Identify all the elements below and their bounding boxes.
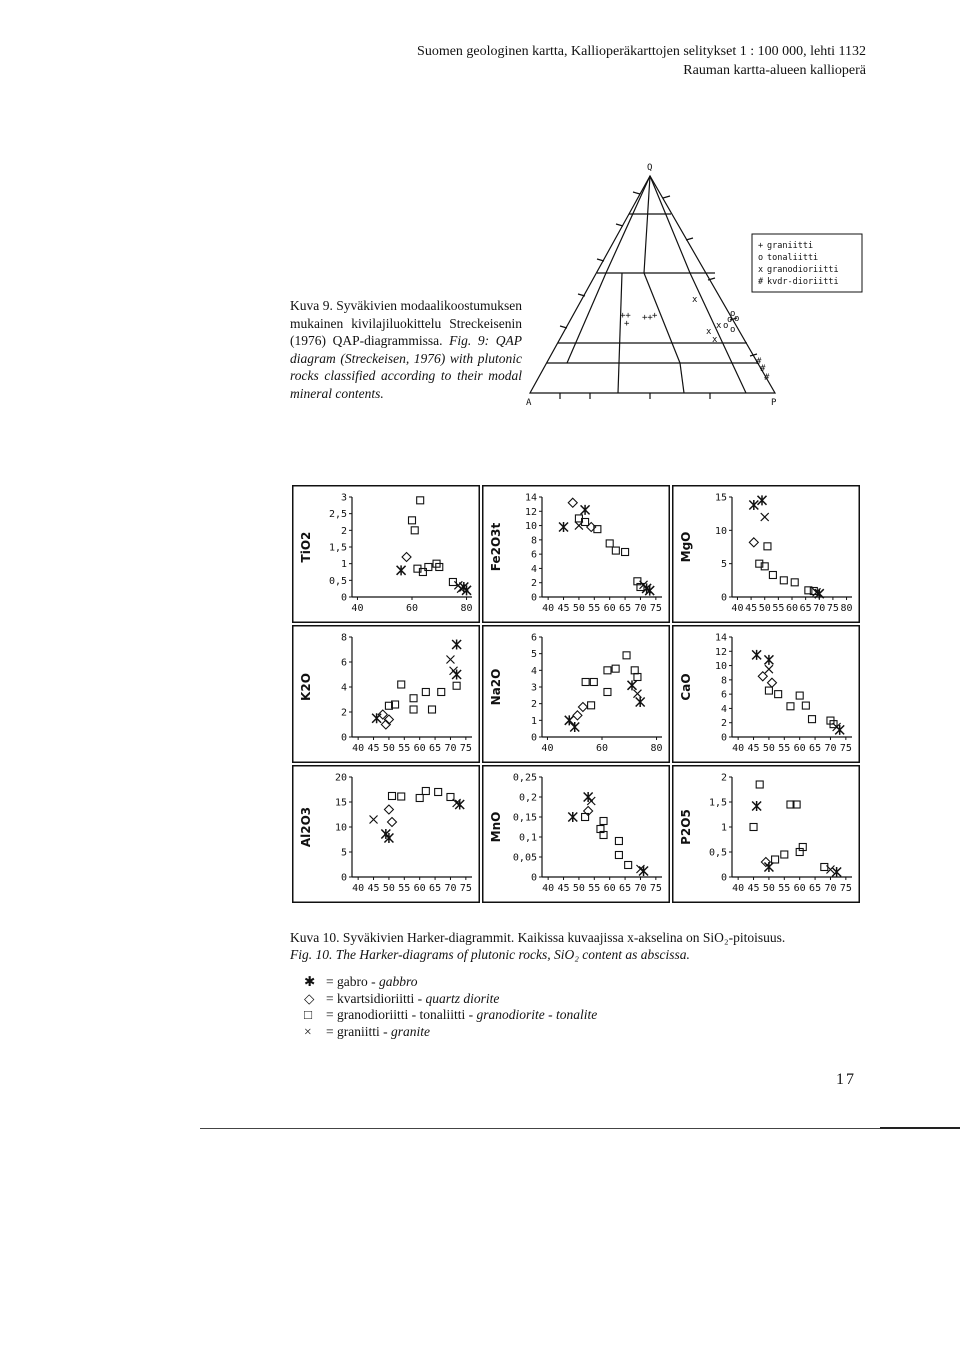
- square-marker: [615, 838, 622, 845]
- y-tick-label: 12: [524, 506, 537, 518]
- square-marker: [615, 852, 622, 859]
- square-marker: [625, 862, 632, 869]
- square-marker: [604, 667, 611, 674]
- svg-text:x: x: [716, 321, 722, 331]
- y-tick-label: 14: [714, 632, 727, 644]
- square-marker: [409, 517, 416, 524]
- x-tick-label: 50: [762, 743, 775, 754]
- square-marker: [422, 689, 429, 696]
- y-tick-label: 6: [720, 689, 727, 701]
- square-marker: [398, 793, 405, 800]
- x-tick-label: 75: [826, 603, 839, 614]
- x-tick-label: 75: [459, 883, 472, 894]
- star-icon: ✱: [304, 974, 316, 989]
- legend-row-gabbro: ✱ = gabro - gabbro: [304, 974, 418, 989]
- legend-en: granodiorite - tonalite: [476, 1007, 598, 1022]
- star-marker: [758, 495, 767, 505]
- square-marker: [756, 781, 763, 788]
- harker-chart: [482, 765, 670, 903]
- square-marker: [623, 652, 630, 659]
- page-number: 17: [836, 1071, 856, 1088]
- legend-fi: graniitti: [337, 1023, 380, 1039]
- x-tick-label: 75: [459, 743, 472, 754]
- x-tick-label: 65: [429, 883, 442, 894]
- x-tick-label: 60: [405, 603, 419, 614]
- cross-marker: [765, 665, 773, 673]
- star-marker: [570, 722, 579, 732]
- square-marker: [422, 788, 429, 795]
- y-axis-label: Na2O: [489, 668, 503, 706]
- svg-text:#: #: [760, 364, 766, 374]
- diamond-marker: [388, 818, 397, 827]
- legend-fi: granodioriitti - tonaliitti: [337, 1007, 466, 1022]
- harker-panel-k2o: [292, 625, 480, 763]
- harker-chart: [292, 625, 480, 763]
- y-tick-label: 0: [530, 592, 537, 604]
- star-marker: [372, 713, 381, 723]
- y-tick-label: 1: [530, 715, 537, 727]
- vertex-q: Q: [647, 163, 653, 173]
- legend-row-quartz-diorite: ◇ = kvartsidioriitti - quartz diorite: [304, 990, 500, 1006]
- x-tick-label: 70: [444, 883, 457, 894]
- star-marker: [749, 500, 758, 510]
- harker-panel-mgo: [672, 485, 860, 623]
- svg-text:#: #: [764, 373, 770, 383]
- qap-legend-symbol: +: [758, 241, 764, 251]
- harker-panel-cao: [672, 625, 860, 763]
- star-marker: [752, 650, 761, 660]
- qap-legend: [752, 234, 862, 292]
- svg-text:o: o: [734, 314, 740, 324]
- square-marker: [791, 579, 798, 586]
- svg-text:x: x: [692, 295, 698, 305]
- x-tick-label: 80: [650, 743, 663, 754]
- y-tick-label: 5: [340, 847, 347, 859]
- y-axis-label: Fe2O3t: [489, 522, 503, 572]
- y-tick-label: 10: [714, 525, 727, 537]
- x-tick-label: 60: [413, 883, 426, 894]
- x-tick-label: 45: [557, 883, 570, 894]
- x-tick-label: 55: [398, 743, 411, 754]
- x-tick-label: 70: [634, 603, 647, 614]
- square-marker: [772, 856, 779, 863]
- x-tick-label: 45: [367, 883, 380, 894]
- harker-chart: [292, 485, 480, 623]
- x-tick-label: 40: [541, 743, 554, 754]
- y-tick-label: 15: [334, 797, 347, 809]
- x-tick-label: 45: [367, 743, 380, 754]
- qap-triangle: [530, 176, 775, 393]
- y-tick-label: 1,5: [708, 797, 727, 809]
- x-tick-label: 45: [745, 603, 758, 614]
- square-marker: [453, 682, 460, 689]
- square-marker: [787, 703, 794, 710]
- square-marker: [769, 572, 776, 579]
- y-tick-label: 1: [340, 559, 347, 571]
- diamond-marker: [402, 553, 411, 562]
- legend-row-granodiorite: □ = granodioriitti - tonaliitti - granodiorite - tonalite: [304, 1007, 598, 1022]
- x-tick-label: 60: [603, 883, 616, 894]
- square-marker: [429, 706, 436, 713]
- x-tick-label: 40: [732, 743, 745, 754]
- y-tick-label: 4: [530, 563, 537, 575]
- star-marker: [581, 505, 590, 515]
- square-marker: [389, 793, 396, 800]
- diamond-marker: [768, 678, 777, 687]
- star-marker: [628, 680, 637, 690]
- running-header: [417, 42, 866, 80]
- legend-en: quartz diorite: [425, 990, 500, 1006]
- svg-text:++: ++: [642, 313, 653, 323]
- square-icon: □: [304, 1007, 313, 1022]
- y-tick-label: 0,15: [512, 812, 537, 824]
- y-tick-label: 0: [340, 592, 347, 604]
- y-tick-label: 15: [714, 492, 727, 504]
- square-marker: [802, 702, 809, 709]
- y-tick-label: 5: [720, 559, 727, 571]
- legend-fi: gabro: [337, 974, 368, 989]
- star-marker: [397, 565, 406, 575]
- square-marker: [588, 702, 595, 709]
- x-tick-label: 55: [588, 603, 601, 614]
- star-marker: [764, 655, 773, 665]
- square-marker: [612, 547, 619, 554]
- harker-panel-p2o5: [672, 765, 860, 903]
- diamond-marker: [749, 538, 758, 547]
- footer-rule-thick: [880, 1127, 960, 1129]
- y-tick-label: 0: [530, 872, 537, 884]
- square-marker: [612, 665, 619, 672]
- y-tick-label: 6: [530, 632, 537, 644]
- cross-marker: [761, 513, 769, 521]
- x-tick-label: 75: [839, 743, 852, 754]
- x-tick-label: 60: [793, 883, 806, 894]
- square-marker: [796, 692, 803, 699]
- diamond-marker: [578, 703, 587, 712]
- x-tick-label: 65: [429, 743, 442, 754]
- x-tick-label: 40: [731, 603, 744, 614]
- diamond-marker: [573, 711, 582, 720]
- svg-text:o: o: [730, 309, 736, 319]
- y-tick-label: 0,1: [518, 832, 537, 844]
- square-marker: [600, 818, 607, 825]
- svg-text:+: +: [624, 319, 630, 329]
- x-tick-label: 40: [352, 883, 365, 894]
- x-tick-label: 70: [444, 743, 457, 754]
- diamond-marker: [384, 805, 393, 814]
- square-marker: [781, 851, 788, 858]
- vertex-a: A: [526, 398, 532, 408]
- harker-panel-tio2: [292, 485, 480, 623]
- x-tick-label: 75: [649, 883, 662, 894]
- y-tick-label: 10: [524, 521, 537, 533]
- square-marker: [590, 679, 597, 686]
- figure-9-caption-en: Fig. 9: QAP diagram (Streckeisen, 1976) with plutonic rocks classified according to their modal mineral contents.: [290, 333, 522, 401]
- legend-en: gabbro: [379, 974, 418, 989]
- y-tick-label: 14: [524, 492, 537, 504]
- header-line-2: Rauman kartta-alueen kallioperä: [683, 63, 866, 78]
- y-tick-label: 2,5: [328, 509, 347, 521]
- harker-chart: [672, 765, 860, 903]
- x-tick-label: 40: [351, 603, 364, 614]
- y-tick-label: 4: [340, 682, 347, 694]
- y-tick-label: 8: [340, 632, 347, 644]
- y-tick-label: 1,5: [328, 542, 347, 554]
- square-marker: [438, 689, 445, 696]
- x-tick-label: 65: [809, 743, 822, 754]
- star-marker: [455, 800, 464, 810]
- x-tick-label: 55: [778, 883, 791, 894]
- svg-text:x: x: [712, 335, 718, 345]
- square-marker: [582, 679, 589, 686]
- y-tick-label: 6: [340, 657, 347, 669]
- qap-legend-label: granodioriitti: [767, 265, 839, 275]
- square-marker: [416, 795, 423, 802]
- y-tick-label: 0,5: [328, 575, 347, 587]
- x-tick-label: 50: [382, 743, 395, 754]
- harker-chart: [292, 765, 480, 903]
- cross-marker: [633, 690, 641, 698]
- svg-text:#: #: [756, 357, 762, 367]
- x-tick-label: 65: [619, 883, 632, 894]
- x-tick-label: 50: [572, 883, 585, 894]
- x-tick-label: 70: [634, 883, 647, 894]
- header-line-1: Suomen geologinen kartta, Kallioperäkarttojen selitykset 1 : 100 000, lehti 1132: [417, 44, 866, 59]
- y-tick-label: 20: [334, 772, 347, 784]
- x-tick-label: 60: [595, 743, 609, 754]
- x-tick-label: 65: [809, 883, 822, 894]
- x-tick-label: 75: [649, 603, 662, 614]
- x-tick-label: 45: [747, 883, 760, 894]
- square-marker: [821, 864, 828, 871]
- harker-panel-fe2o3t: [482, 485, 670, 623]
- x-tick-label: 40: [542, 883, 555, 894]
- y-tick-label: 0,2: [518, 792, 537, 804]
- star-marker: [452, 640, 461, 650]
- x-tick-label: 80: [840, 603, 853, 614]
- star-marker: [452, 670, 461, 680]
- y-tick-label: 0,25: [512, 772, 537, 784]
- y-tick-label: 1: [720, 822, 727, 834]
- qap-points: [620, 295, 770, 383]
- qap-legend-symbol: o: [758, 253, 764, 263]
- diamond-marker: [758, 672, 767, 681]
- square-marker: [435, 789, 442, 796]
- y-tick-label: 2: [340, 707, 347, 719]
- diamond-marker: [568, 498, 577, 507]
- footer-rule: [200, 1128, 958, 1129]
- square-marker: [634, 674, 641, 681]
- y-tick-label: 0,05: [512, 852, 537, 864]
- figure-9-caption: [290, 297, 522, 402]
- y-tick-label: 2: [530, 578, 537, 590]
- square-marker: [410, 706, 417, 713]
- x-tick-label: 50: [758, 603, 771, 614]
- y-tick-label: 5: [530, 649, 537, 661]
- harker-chart: [482, 485, 670, 623]
- star-marker: [568, 812, 577, 822]
- y-axis-label: K2O: [299, 673, 313, 701]
- x-tick-label: 80: [460, 603, 473, 614]
- y-tick-label: 0: [340, 872, 347, 884]
- x-tick-label: 60: [793, 743, 806, 754]
- square-marker: [604, 689, 611, 696]
- x-tick-label: 60: [603, 603, 616, 614]
- qap-legend-label: tonaliitti: [767, 253, 819, 263]
- star-marker: [559, 522, 568, 532]
- svg-text:o: o: [723, 321, 729, 331]
- x-tick-label: 60: [785, 603, 799, 614]
- harker-panel-mno: [482, 765, 670, 903]
- legend-en: granite: [391, 1023, 430, 1039]
- figure-9-caption-fi: Kuva 9. Syväkivien modaalikoostumuksen mukainen kivilajiluokittelu Streckeisenin (1976) QAP-diagrammissa.: [290, 298, 522, 348]
- square-marker: [622, 549, 629, 556]
- y-tick-label: 10: [334, 822, 347, 834]
- qap-legend-symbol: x: [758, 265, 764, 275]
- figure-10-legend: [304, 974, 597, 1040]
- square-marker: [764, 543, 771, 550]
- harker-panel-al2o3: [292, 765, 480, 903]
- star-marker: [636, 697, 645, 707]
- square-marker: [606, 540, 613, 547]
- harker-chart: [672, 485, 860, 623]
- y-tick-label: 8: [530, 535, 537, 547]
- y-tick-label: 2: [720, 772, 727, 784]
- square-marker: [775, 691, 782, 698]
- star-marker: [752, 801, 761, 811]
- x-tick-label: 40: [732, 883, 745, 894]
- legend-fi: kvartsidioriitti: [337, 990, 415, 1006]
- square-marker: [809, 716, 816, 723]
- svg-text:+: +: [652, 311, 658, 321]
- square-marker: [398, 681, 405, 688]
- x-tick-label: 65: [619, 603, 632, 614]
- x-tick-label: 60: [413, 743, 426, 754]
- y-axis-label: TiO2: [299, 531, 313, 563]
- vertex-p: P: [771, 398, 777, 408]
- x-tick-label: 55: [588, 883, 601, 894]
- y-tick-label: 12: [714, 646, 727, 658]
- qap-legend-label: kvdr-dioriitti: [767, 277, 839, 287]
- cross-marker: [370, 816, 378, 824]
- figure-10-caption-fi: Kuva 10. Syväkivien Harker-diagrammit. Kaikissa kuvaajissa x-akselina on SiO₂-pitoisuus.: [290, 930, 786, 945]
- square-marker: [750, 824, 757, 831]
- y-axis-label: MgO: [679, 531, 693, 563]
- star-marker: [639, 866, 648, 876]
- y-axis-label: P2O5: [679, 809, 693, 845]
- star-marker: [815, 589, 824, 599]
- y-tick-label: 0: [340, 732, 347, 744]
- y-tick-label: 8: [720, 675, 727, 687]
- y-tick-label: 0: [720, 872, 727, 884]
- square-marker: [631, 667, 638, 674]
- x-tick-label: 55: [772, 603, 785, 614]
- y-axis-label: CaO: [679, 673, 693, 701]
- y-axis-label: MnO: [489, 811, 503, 843]
- y-tick-label: 2: [720, 718, 727, 730]
- harker-panel-na2o: [482, 625, 670, 763]
- square-marker: [765, 687, 772, 694]
- harker-chart: [482, 625, 670, 763]
- x-tick-label: 65: [799, 603, 812, 614]
- svg-text:o: o: [730, 325, 736, 335]
- square-marker: [411, 527, 418, 534]
- y-tick-label: 3: [530, 682, 537, 694]
- y-tick-label: 6: [530, 549, 537, 561]
- y-tick-label: 0,5: [708, 847, 727, 859]
- qap-diagram: [520, 158, 865, 408]
- x-tick-label: 40: [542, 603, 555, 614]
- harker-chart: [672, 625, 860, 763]
- y-tick-label: 3: [340, 492, 347, 504]
- y-tick-label: 0: [720, 592, 727, 604]
- x-tick-label: 45: [747, 743, 760, 754]
- y-tick-label: 4: [720, 703, 727, 715]
- diamond-icon: ◇: [304, 990, 315, 1006]
- x-tick-label: 70: [824, 743, 837, 754]
- x-tick-label: 40: [352, 743, 365, 754]
- y-axis-label: Al2O3: [299, 806, 313, 848]
- svg-text:x: x: [706, 327, 712, 337]
- x-tick-label: 50: [572, 603, 585, 614]
- x-tick-label: 50: [762, 883, 775, 894]
- qap-legend-symbol: #: [758, 277, 764, 287]
- svg-text:o: o: [727, 315, 733, 325]
- square-marker: [410, 695, 417, 702]
- qap-legend-label: graniitti: [767, 241, 814, 251]
- x-tick-label: 50: [382, 883, 395, 894]
- legend-row-granite: × = graniitti - granite: [304, 1023, 430, 1039]
- cross-icon: ×: [304, 1023, 312, 1039]
- x-tick-label: 55: [778, 743, 791, 754]
- figure-10-caption: [290, 929, 860, 963]
- y-tick-label: 4: [530, 665, 537, 677]
- y-tick-label: 2: [340, 525, 347, 537]
- x-tick-label: 55: [398, 883, 411, 894]
- x-tick-label: 45: [557, 603, 570, 614]
- square-marker: [780, 577, 787, 584]
- x-tick-label: 70: [824, 883, 837, 894]
- x-tick-label: 70: [813, 603, 826, 614]
- square-marker: [417, 497, 424, 504]
- figure-10-caption-en: Fig. 10. The Harker-diagrams of plutonic rocks, SiO₂ content as abscissa.: [290, 947, 690, 962]
- x-tick-label: 75: [839, 883, 852, 894]
- cross-marker: [446, 656, 454, 664]
- y-tick-label: 0: [530, 732, 537, 744]
- svg-text:++: ++: [620, 311, 631, 321]
- y-tick-label: 2: [530, 699, 537, 711]
- y-tick-label: 10: [714, 661, 727, 673]
- y-tick-label: 0: [720, 732, 727, 744]
